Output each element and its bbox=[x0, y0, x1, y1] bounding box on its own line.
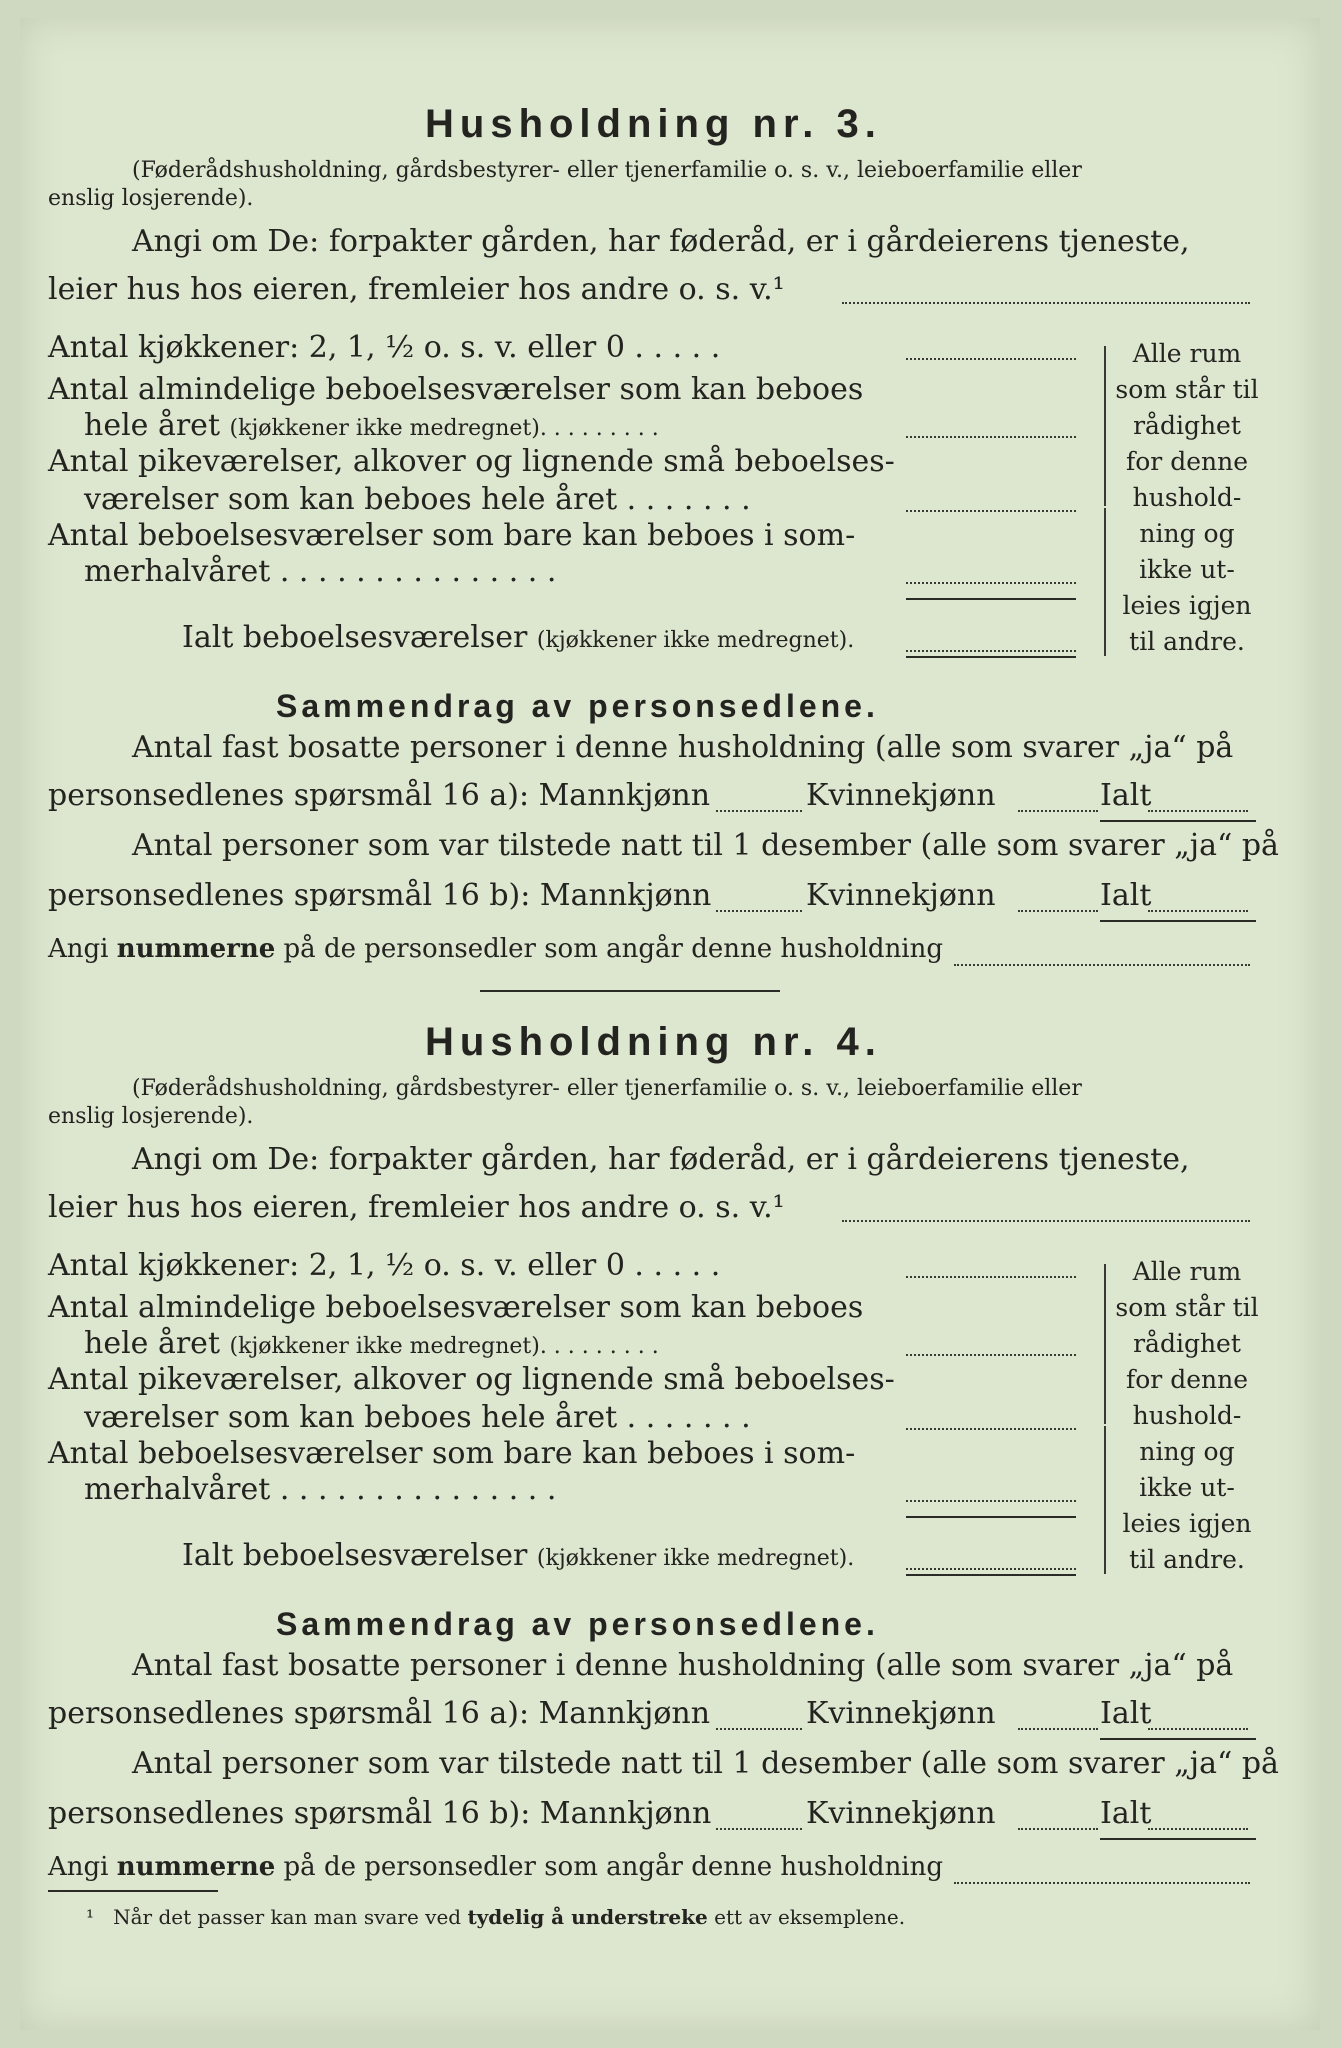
section-divider bbox=[480, 990, 780, 992]
summary-title: Sammendrag av personsedlene. bbox=[276, 688, 879, 724]
summary-title: Sammendrag av personsedlene. bbox=[276, 1606, 879, 1642]
fast-mann-field[interactable] bbox=[716, 810, 802, 812]
fast-mann-field[interactable] bbox=[716, 1728, 802, 1730]
tilstede-q: personsedlenes spørsmål 16 b): Mannkjønn bbox=[48, 1796, 712, 1831]
pike-label: Antal pikeværelser, alkover og lignende små beboelses- bbox=[48, 444, 895, 479]
tilstede-mann-field[interactable] bbox=[716, 910, 802, 912]
side-note-line: ning og bbox=[1139, 519, 1235, 548]
household-section-4 bbox=[0, 918, 1342, 1882]
tilstede-label: Antal personer som var tilstede natt til 1 desember (alle som svarer „ja“ på bbox=[132, 828, 1279, 863]
side-note-line: Alle rum bbox=[1132, 339, 1242, 368]
ialt-label: Ialt beboelsesværelser (kjøkkener ikke medregnet). bbox=[182, 620, 855, 655]
ialt-rule bbox=[906, 656, 1076, 658]
angi-question-2: leier hus hos eieren, fremleier hos andre o. s. v.¹ bbox=[48, 1190, 785, 1225]
footnote-tail: ett av eksemplene. bbox=[714, 1905, 906, 1929]
kjokkener-label: Antal kjøkkener: 2, 1, ½ o. s. v. eller 0 . . . . . bbox=[48, 330, 721, 365]
household-subtitle: (Føderådshusholdning, gårdsbestyrer- eller tjenerfamilie o. s. v., leieboerfamilie eller bbox=[132, 158, 1082, 183]
kjokkener-field[interactable] bbox=[906, 1276, 1076, 1278]
side-note-line: ikke ut- bbox=[1139, 1473, 1235, 1502]
sommer-label: Antal beboelsesværelser som bare kan beboes i som- bbox=[48, 1436, 856, 1471]
alm-label-2: hele året (kjøkkener ikke medregnet). . . . . . . . . bbox=[84, 408, 659, 443]
fast-label: Antal fast bosatte personer i denne husholdning (alle som svarer „ja“ på bbox=[132, 1648, 1234, 1683]
footnote bbox=[86, 1905, 905, 1929]
pike-field[interactable] bbox=[906, 510, 1076, 512]
fast-ialt-label: Ialt bbox=[1100, 778, 1152, 813]
side-note-line: rådighet bbox=[1133, 1329, 1241, 1358]
side-note bbox=[1112, 1254, 1262, 1578]
footnote-bold: tydelig å understreke bbox=[467, 1905, 708, 1929]
side-note-line: som står til bbox=[1115, 1293, 1259, 1322]
tilstede-q: personsedlenes spørsmål 16 b): Mannkjønn bbox=[48, 878, 712, 913]
side-note-line: til andre. bbox=[1129, 1545, 1245, 1574]
side-note-line: rådighet bbox=[1133, 411, 1241, 440]
sum-rule bbox=[906, 598, 1076, 600]
tilstede-ialt-rule bbox=[1100, 1838, 1256, 1840]
side-note bbox=[1112, 336, 1262, 660]
tilstede-ialt-field[interactable] bbox=[1148, 910, 1248, 912]
fast-ialt-rule bbox=[1100, 1738, 1256, 1740]
angi-nummerne-field[interactable] bbox=[954, 1882, 1250, 1884]
side-note-line: for denne bbox=[1126, 447, 1248, 476]
side-note-line: ikke ut- bbox=[1139, 555, 1235, 584]
tilstede-ialt-label: Ialt bbox=[1100, 1796, 1152, 1831]
fast-kvinne-field[interactable] bbox=[1018, 810, 1098, 812]
sommer-label-2: merhalvåret . . . . . . . . . . . . . . . bbox=[84, 554, 557, 589]
sommer-label-2: merhalvåret . . . . . . . . . . . . . . . bbox=[84, 1472, 557, 1507]
sommer-field[interactable] bbox=[906, 1500, 1076, 1502]
fast-ialt-label: Ialt bbox=[1100, 1696, 1152, 1731]
side-note-line: til andre. bbox=[1129, 627, 1245, 656]
household-subtitle: (Føderådshusholdning, gårdsbestyrer- eller tjenerfamilie o. s. v., leieboerfamilie eller bbox=[132, 1076, 1082, 1101]
alm-label: Antal almindelige beboelsesværelser som kan beboes bbox=[48, 372, 864, 407]
pike-label-2: værelser som kan beboes hele året . . . . . . . bbox=[84, 482, 751, 517]
tilstede-ialt-label: Ialt bbox=[1100, 878, 1152, 913]
side-note-line: leies igjen bbox=[1122, 591, 1252, 620]
sommer-field[interactable] bbox=[906, 582, 1076, 584]
alm-label-2: hele året (kjøkkener ikke medregnet). . . . . . . . . bbox=[84, 1326, 659, 1361]
sommer-label: Antal beboelsesværelser som bare kan beboes i som- bbox=[48, 518, 856, 553]
angi-question: Angi om De: forpakter gården, har føderåd, er i gårdeierens tjeneste, bbox=[132, 224, 1190, 259]
angi-nummerne-label: Angi nummerne på de personsedler som angår denne husholdning bbox=[48, 934, 944, 964]
tilstede-ialt-field[interactable] bbox=[1148, 1828, 1248, 1830]
side-note-line: for denne bbox=[1126, 1365, 1248, 1394]
side-note-line: hushold- bbox=[1132, 483, 1242, 512]
angi-nummerne-label: Angi nummerne på de personsedler som angår denne husholdning bbox=[48, 1852, 944, 1882]
household-subtitle-2: enslig losjerende). bbox=[48, 1104, 254, 1129]
fast-kvinne-field[interactable] bbox=[1018, 1728, 1098, 1730]
angi-answer-field[interactable] bbox=[842, 302, 1250, 304]
pike-field[interactable] bbox=[906, 1428, 1076, 1430]
side-note-line: hushold- bbox=[1132, 1401, 1242, 1430]
footnote-text: Når det passer kan man svare ved bbox=[113, 1905, 462, 1929]
angi-question: Angi om De: forpakter gården, har føderåd, er i gårdeierens tjeneste, bbox=[132, 1142, 1190, 1177]
fast-label: Antal fast bosatte personer i denne husholdning (alle som svarer „ja“ på bbox=[132, 730, 1234, 765]
tilstede-label: Antal personer som var tilstede natt til 1 desember (alle som svarer „ja“ på bbox=[132, 1746, 1279, 1781]
household-subtitle-2: enslig losjerende). bbox=[48, 186, 254, 211]
alm-field[interactable] bbox=[906, 436, 1076, 438]
side-note-line: som står til bbox=[1115, 375, 1259, 404]
pike-label-2: værelser som kan beboes hele året . . . . . . . bbox=[84, 1400, 751, 1435]
kjokkener-field[interactable] bbox=[906, 358, 1076, 360]
kjokkener-label: Antal kjøkkener: 2, 1, ½ o. s. v. eller 0 . . . . . bbox=[48, 1248, 721, 1283]
fast-q: personsedlenes spørsmål 16 a): Mannkjønn bbox=[48, 1696, 711, 1731]
tilstede-kvinne-label: Kvinnekjønn bbox=[806, 1796, 996, 1831]
household-title: Husholdning nr. 3. bbox=[425, 102, 882, 146]
tilstede-kvinne-label: Kvinnekjønn bbox=[806, 878, 996, 913]
ialt-field[interactable] bbox=[906, 1568, 1076, 1570]
footnote-rule bbox=[48, 1890, 218, 1892]
side-note-line: Alle rum bbox=[1132, 1257, 1242, 1286]
tilstede-kvinne-field[interactable] bbox=[1018, 1828, 1098, 1830]
household-title: Husholdning nr. 4. bbox=[425, 1020, 882, 1064]
fast-kvinne-label: Kvinnekjønn bbox=[806, 778, 996, 813]
alm-label: Antal almindelige beboelsesværelser som kan beboes bbox=[48, 1290, 864, 1325]
fast-ialt-field[interactable] bbox=[1148, 1728, 1248, 1730]
angi-answer-field[interactable] bbox=[842, 1220, 1250, 1222]
fast-ialt-field[interactable] bbox=[1148, 810, 1248, 812]
angi-question-2: leier hus hos eieren, fremleier hos andre o. s. v.¹ bbox=[48, 272, 785, 307]
footnote-marker: ¹ bbox=[86, 1905, 95, 1929]
side-note-line: leies igjen bbox=[1122, 1509, 1252, 1538]
ialt-label: Ialt beboelsesværelser (kjøkkener ikke medregnet). bbox=[182, 1538, 855, 1573]
pike-label: Antal pikeværelser, alkover og lignende små beboelses- bbox=[48, 1362, 895, 1397]
ialt-field[interactable] bbox=[906, 650, 1076, 652]
fast-kvinne-label: Kvinnekjønn bbox=[806, 1696, 996, 1731]
fast-q: personsedlenes spørsmål 16 a): Mannkjønn bbox=[48, 778, 711, 813]
fast-ialt-rule bbox=[1100, 820, 1256, 822]
tilstede-kvinne-field[interactable] bbox=[1018, 910, 1098, 912]
tilstede-mann-field[interactable] bbox=[716, 1828, 802, 1830]
sum-rule bbox=[906, 1516, 1076, 1518]
ialt-rule bbox=[906, 1574, 1076, 1576]
alm-field[interactable] bbox=[906, 1354, 1076, 1356]
household-section-3 bbox=[0, 0, 1342, 964]
side-note-line: ning og bbox=[1139, 1437, 1235, 1466]
